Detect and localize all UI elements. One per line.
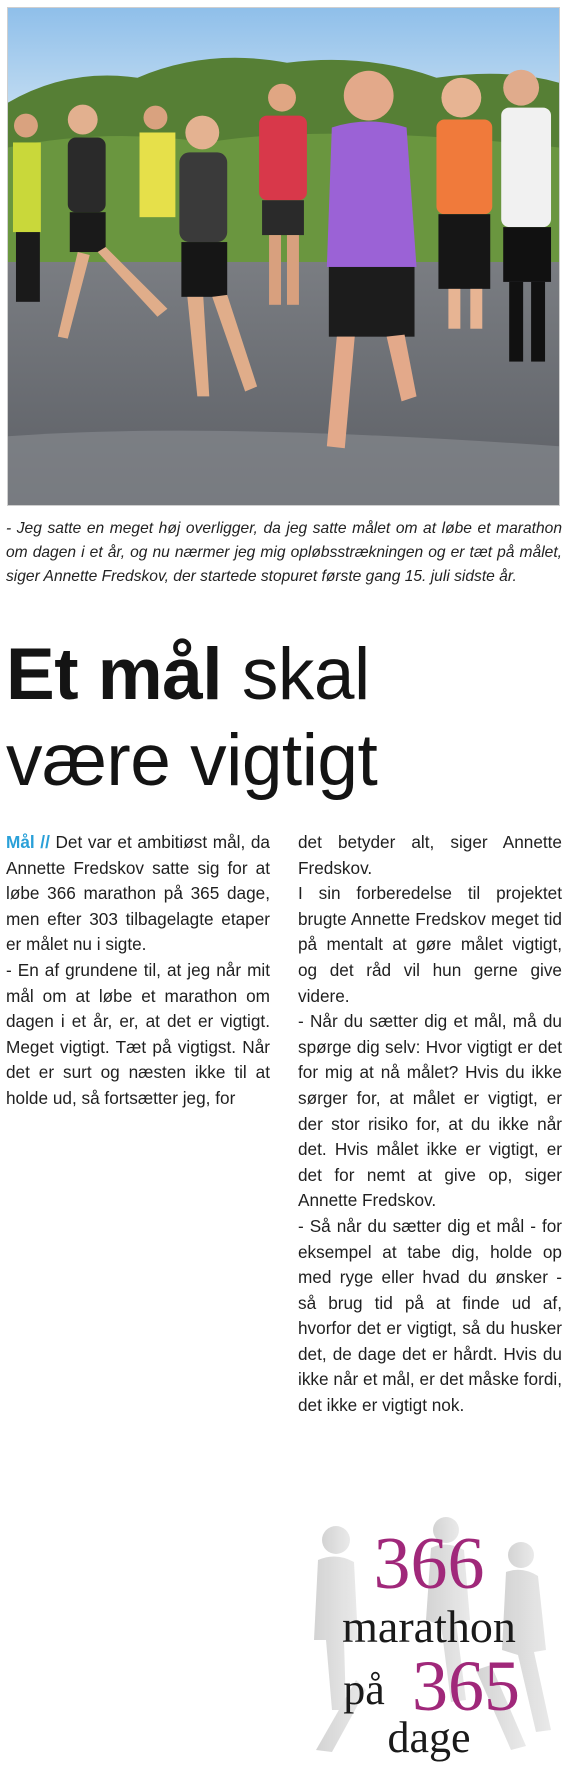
kicker-label: Mål // [6,832,50,852]
hero-photo [7,7,560,506]
article-column-1 [6,830,270,1112]
campaign-logo [296,1500,562,1766]
article-column-2 [298,830,562,1419]
article-paragraph: - Når du sætter dig et mål, må du spørge dig selv: Hvor vigtigt er det for mig at nå målet? Hvis du ikke sørger for, at målet er vigtigt, er der stor risiko for, at du ikke når det. Hvis målet ikke er vigtigt, er det for nemt at give op, siger Annette Fredskov. [298,1011,562,1211]
runners-photo [8,8,559,505]
logo-graphic [296,1500,562,1766]
headline-bold: Et mål [6,634,223,715]
logo-word-marathon: marathon [342,1601,516,1652]
logo-number-365: 365 [412,1646,520,1726]
logo-word-dage: dage [387,1713,471,1762]
article-headline [6,632,377,804]
headline-line-2: være vigtigt [6,720,378,801]
logo-word-pa: på [343,1665,385,1714]
article-paragraph: - En af grundene til, at jeg når mit mål om at løbe et marathon om dagen i et år, er, at det er vigtigt. Meget vigtigt. Tæt på vigtigst. Når det er surt og næsten ikke til at holde ud, så fortsætter jeg, for [6,959,270,1108]
logo-number-366: 366 [373,1523,485,1605]
article-paragraph: I sin forberedelse til projektet brugte Annette Fredskov meget tid på mentalt at gøre målet vigtigt, og det råd vil hun gerne give videre. [298,883,562,1006]
headline-line-1 [6,634,370,715]
article-paragraph: det betyder alt, siger Annette Fredskov. [298,832,562,878]
headline-line1-rest: skal [222,634,370,715]
photo-caption: - Jeg satte en meget høj overligger, da jeg satte målet om at løbe et marathon om dagen i et år, og nu nærmer jeg mig opløbsstrækningen og er tæt på målet, siger Annette Fredskov, der startede stopuret første gang 15. juli sidste år. [6,520,562,585]
article-paragraph [6,830,270,958]
article-paragraph: - Så når du sætter dig et mål - for eksempel at tabe dig, holde op med ryge eller hvad du ønsker - så brug tid på at finde ud af, hvorfor det er vigtigt, så du husker det, de dage det er hårdt. Hvis du ikke når et mål, er det måske fordi, det ikke er vigtigt nok. [298,1215,562,1416]
paragraph-text: Det var et ambitiøst mål, da Annette Fredskov satte sig for at løbe 366 marathon på 365 dage, men efter 303 tilbagelagte etaper er målet nu i sigte. [6,832,270,955]
